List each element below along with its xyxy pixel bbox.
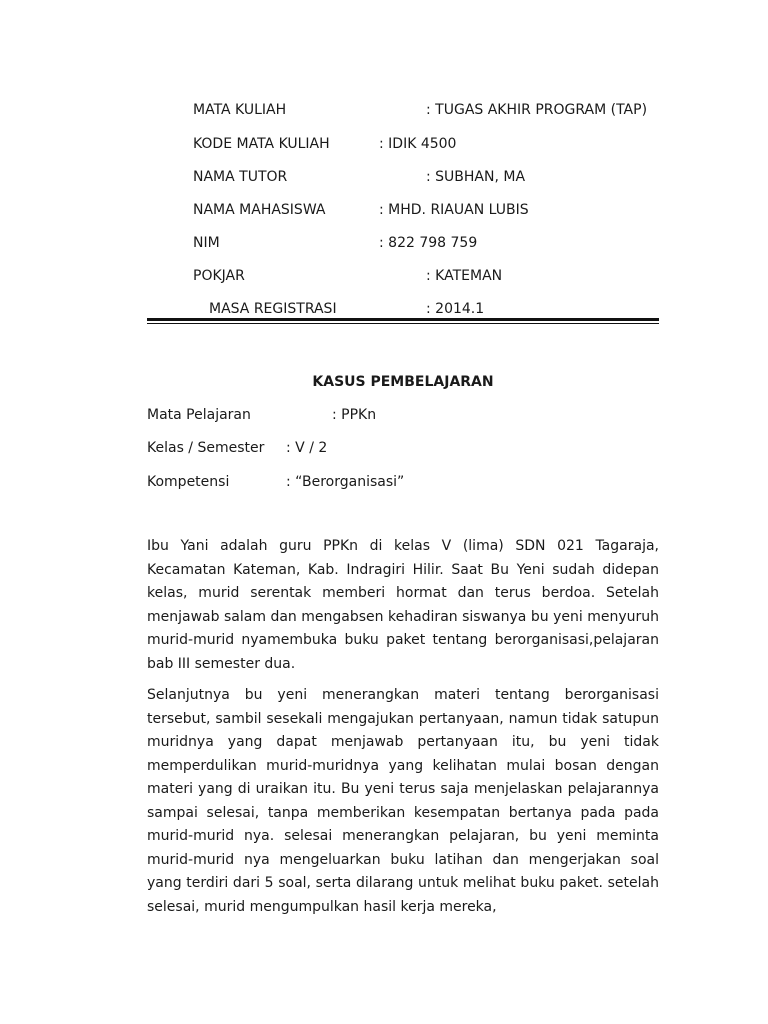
header-label: NIM [193,235,220,251]
body-paragraph-1: Ibu Yani adalah guru PPKn di kelas V (lima) SDN 021 Tagaraja, Kecamatan Kateman, Kab. Indragiri Hilir. Saat Bu Yeni sudah didepan kelas, murid serentak memberi hormat dan terus berdoa. Setelah menjawab salam dan mengabsen kehadiran siswanya bu yeni menyuruh murid-murid nyamembuka buku paket tentang berorganisasi,pelajaran bab III semester dua. [147,538,659,672]
info-value: : PPKn [332,407,377,423]
header-label: KODE MATA KULIAH [193,136,330,152]
info-value: : V / 2 [286,440,328,456]
header-value: : 2014.1 [426,301,485,317]
header-value: : IDIK 4500 [379,136,457,152]
section-title: KASUS PEMBELAJARAN [312,374,494,390]
header-label: NAMA TUTOR [193,169,288,185]
body-paragraph-2: Selanjutnya bu yeni menerangkan materi tentang berorganisasi tersebut, sambil sesekali mengajukan pertanyaan, namun tidak satupun muridnya yang dapat menjawab pertanyaan itu, bu yeni tidak memperdulikan murid-muridnya yang kelihatan mulai bosan dengan materi yang di uraikan itu. Bu yeni terus saja menjelaskan pelajarannya sampai selesai, tanpa memberikan kesempatan bertanya pada pada murid-murid nya. selesai menerangkan pelajaran, bu yeni meminta murid-murid nya mengeluarkan buku latihan dan mengerjakan soal yang terdiri dari 5 soal, serta dilarang untuk melihat buku paket. setelah selesai, murid mengumpulkan hasil kerja mereka, [147,687,659,915]
header-label: POKJAR [193,268,245,284]
info-label: Kompetensi [147,474,230,490]
header-value: : TUGAS AKHIR PROGRAM (TAP) [426,102,648,118]
info-value: : “Berorganisasi” [286,474,405,490]
header-divider-thin [147,323,659,324]
header-label: MATA KULIAH [193,102,287,118]
info-label: Kelas / Semester [147,440,265,456]
header-value: : MHD. RIAUAN LUBIS [379,202,529,218]
header-value: : 822 798 759 [379,235,478,251]
header-value: : KATEMAN [426,268,503,284]
header-divider-thick [147,318,659,321]
info-label: Mata Pelajaran [147,407,251,423]
header-label: NAMA MAHASISWA [193,202,326,218]
header-label: MASA REGISTRASI [209,301,337,317]
header-value: : SUBHAN, MA [426,169,526,185]
